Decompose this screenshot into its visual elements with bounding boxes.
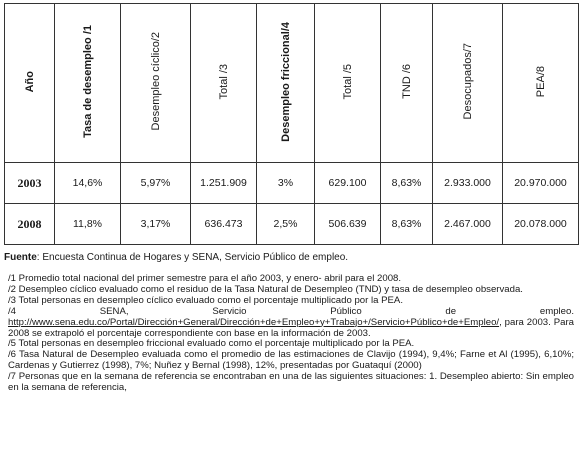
header-cell-cyclical-unemployment bbox=[121, 4, 191, 163]
header-label: Total /3 bbox=[217, 63, 230, 100]
footnote-4-text: /4 SENA, Servicio Público de empleo. bbox=[8, 305, 574, 317]
header-label: Desempleo friccional/4 bbox=[279, 21, 292, 142]
table-header-row bbox=[5, 4, 579, 163]
row-year: 2008 bbox=[5, 204, 55, 245]
header-cell-frictional-unemployment bbox=[257, 4, 315, 163]
header-cell-tnd bbox=[381, 4, 433, 163]
table-cell: 2.467.000 bbox=[433, 204, 503, 245]
table-cell: 11,8% bbox=[55, 204, 121, 245]
footnote-4 bbox=[8, 307, 574, 340]
table-cell: 14,6% bbox=[55, 163, 121, 204]
footnote-5: /5 Total personas en desempleo friccional evaluado como el porcentaje multiplicado por la PEA. bbox=[8, 338, 415, 350]
footnote-7: /7 Personas que en la semana de referencia se encontraban en una de las siguientes situaciones: 1. Desempleo abierto: Sin empleo en la semana de referencia, bbox=[8, 371, 574, 394]
table-cell: 8,63% bbox=[381, 204, 433, 245]
source-label: Fuente bbox=[4, 252, 37, 263]
table-row bbox=[5, 163, 579, 204]
table-row bbox=[5, 204, 579, 245]
table-cell: 2.933.000 bbox=[433, 163, 503, 204]
header-label: Total /5 bbox=[341, 63, 354, 100]
unemployment-table bbox=[4, 3, 579, 245]
table-cell: 2,5% bbox=[257, 204, 315, 245]
table-cell: 5,97% bbox=[121, 163, 191, 204]
table-cell: 1.251.909 bbox=[191, 163, 257, 204]
table-cell: 8,63% bbox=[381, 163, 433, 204]
header-cell-unemployment-rate bbox=[55, 4, 121, 163]
table-cell: 506.639 bbox=[315, 204, 381, 245]
header-cell-total-cyclical bbox=[191, 4, 257, 163]
row-year: 2003 bbox=[5, 163, 55, 204]
header-cell-year bbox=[5, 4, 55, 163]
header-cell-unemployed bbox=[433, 4, 503, 163]
footnote-4-continuation: , para 2003. Para 2008 se extrapoló el porcentaje correspondiente con base en la información de 2003. bbox=[8, 316, 574, 339]
table-cell: 3% bbox=[257, 163, 315, 204]
sena-portal-link[interactable]: http://www.sena.edu.co/Portal/Dirección+General/Dirección+de+Empleo+y+Trabajo+/Servicio+Público+de+Empleo/ bbox=[8, 316, 500, 328]
table-cell: 20.078.000 bbox=[503, 204, 579, 245]
header-cell-pea bbox=[503, 4, 579, 163]
table-cell: 629.100 bbox=[315, 163, 381, 204]
source-text: : Encuesta Continua de Hogares y SENA, Servicio Público de empleo. bbox=[36, 252, 349, 263]
header-cell-total-frictional bbox=[315, 4, 381, 163]
table-cell: 3,17% bbox=[121, 204, 191, 245]
footnote-6: /6 Tasa Natural de Desempleo evaluada como el promedio de las estimaciones de Clavijo (1994), 9,4%; Farne et Al (1995), 6,10%; Cardenas y Gutierrez (1998), 7%; Nuñez y Bernal (1998), 12%, presentadas por Guataquí (2000) bbox=[8, 349, 574, 372]
footnotes bbox=[8, 274, 574, 394]
footnote-1: /1 Promedio total nacional del primer semestre para el año 2003, y enero- abril para el 2008. bbox=[8, 273, 402, 284]
header-label: Desempleo cíclico/2 bbox=[149, 32, 162, 131]
table-cell: 636.473 bbox=[191, 204, 257, 245]
table-cell: 20.970.000 bbox=[503, 163, 579, 204]
footnote-2: /2 Desempleo cíclico evaluado como el residuo de la Tasa Natural de Desempleo (TND) y tasa de desempleo observada. bbox=[8, 283, 523, 295]
header-label: PEA/8 bbox=[534, 65, 547, 98]
header-label: Desocupados/7 bbox=[461, 43, 474, 120]
header-label: Año bbox=[23, 70, 36, 93]
footnote-3: /3 Total personas en desempleo cíclico evaluado como el porcentaje multiplicado por la PEA. bbox=[8, 294, 403, 306]
table-source bbox=[4, 252, 578, 264]
header-label: Tasa de desempleo /1 bbox=[81, 25, 94, 138]
header-label: TND /6 bbox=[400, 64, 413, 99]
